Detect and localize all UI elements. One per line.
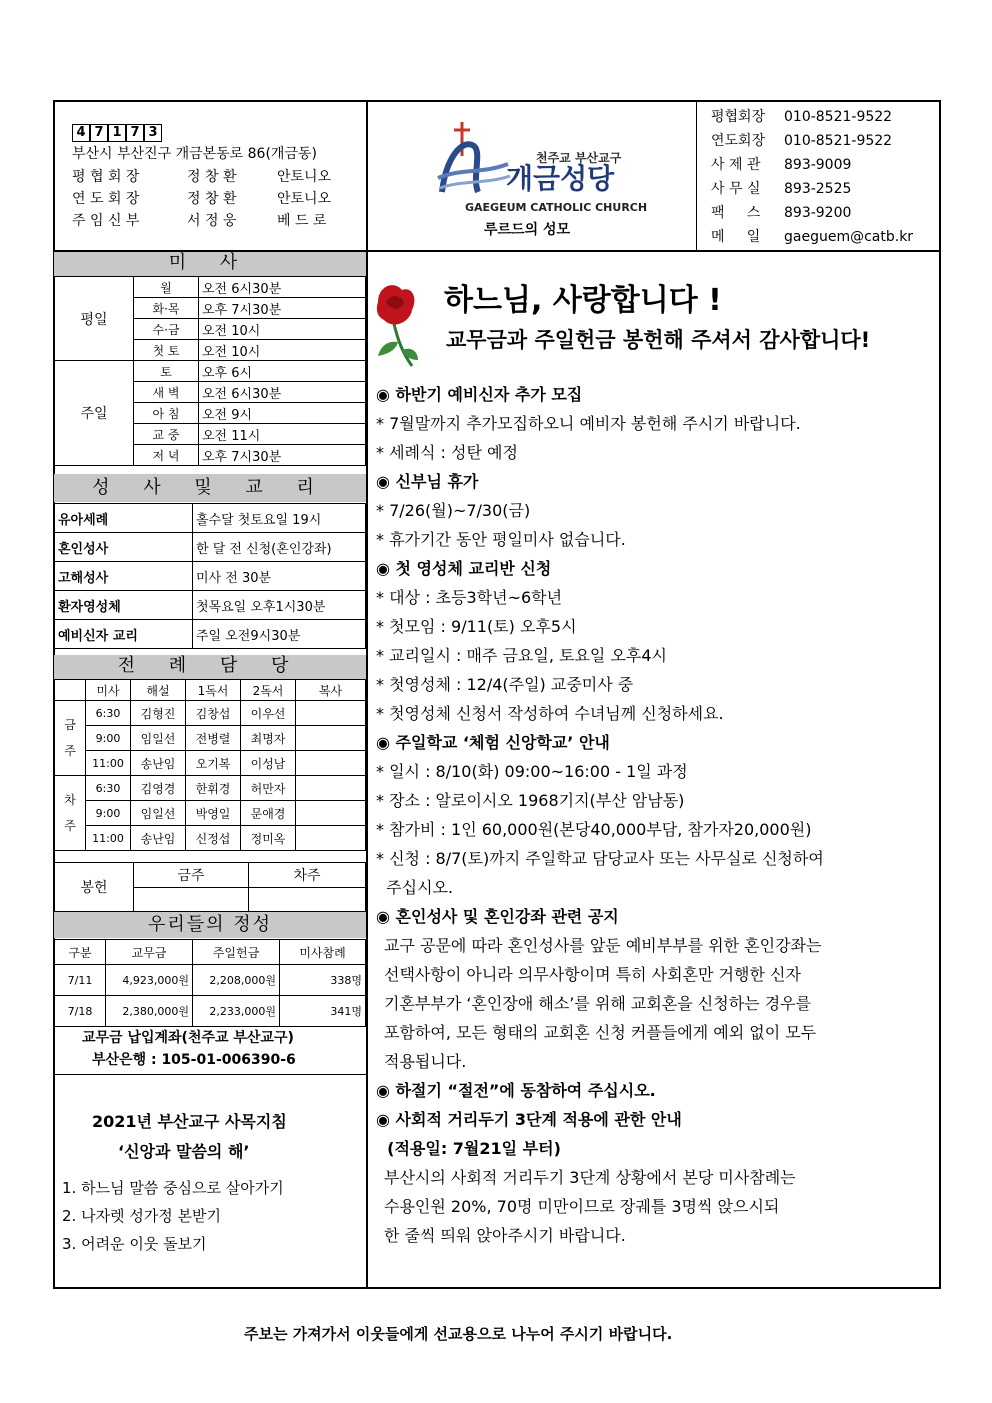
officer-list (72, 166, 362, 232)
notice-title: ◉ 신부님 휴가 (376, 472, 479, 491)
liturgy-cell (296, 776, 366, 801)
liturgy-section-title: 전 례 담 당 (54, 655, 366, 679)
notice-line: 적용됩니다. (384, 1052, 467, 1071)
liturgy-cell: 김창섭 (186, 701, 241, 726)
liturgy-header: 2독서 (241, 680, 296, 701)
account-title: 교무금 납입계좌(천주교 부산교구) (82, 1030, 294, 1046)
liturgy-cell: 이우선 (241, 701, 296, 726)
mass-section-title: 미 사 (54, 252, 366, 276)
contact-label: 평협회장 (711, 109, 766, 125)
mass-time: 오후 7시30분 (199, 298, 366, 319)
notice-line: 수용인원 20%, 70명 미만이므로 장궤틀 3명씩 앉으시되 (384, 1197, 780, 1216)
mass-time: 오후 6시 (199, 361, 366, 382)
liturgy-cell: 11:00 (86, 751, 131, 776)
officer-name: 정 창 환 (187, 191, 237, 207)
this-week-label: 금 주 (55, 701, 86, 776)
sacrament-name: 혼인성사 (55, 533, 193, 562)
notice-line: 주십시오. (376, 878, 454, 897)
mass-time: 오전 9시 (199, 403, 366, 424)
sacrament-name: 고해성사 (55, 562, 193, 591)
notice-line: 교구 공문에 따라 혼인성사를 앞둔 예비부부를 위한 혼인강좌는 (384, 936, 822, 955)
liturgy-cell (296, 801, 366, 826)
liturgy-header: 복사 (296, 680, 366, 701)
officer-role: 주 임 신 부 (72, 213, 140, 229)
contact-row (711, 129, 936, 153)
notice-line: 부산시의 사회적 거리두기 3단계 상황에서 본당 미사참례는 (384, 1168, 796, 1187)
offerings-header: 주일헌금 (193, 940, 280, 965)
offerings-cell: 338명 (280, 965, 366, 996)
offerings-cell: 7/18 (55, 996, 106, 1027)
contact-value: 010-8521-9522 (784, 109, 893, 125)
officer-role: 평 협 회 장 (72, 169, 140, 185)
offerings-header: 교무금 (106, 940, 193, 965)
notice-line: 기혼부부가 ‘혼인장애 해소’를 위해 교회혼을 신청하는 경우를 (384, 994, 812, 1013)
liturgy-cell: 박영일 (186, 801, 241, 826)
notice-line: 한 줄씩 띄워 앉아주시기 바랍니다. (384, 1226, 626, 1245)
officer-row (72, 166, 362, 188)
main-subline: 교무금과 주일헌금 봉헌해 주셔서 감사합니다! (446, 328, 871, 352)
postcode (72, 124, 162, 142)
notice-line: * 첫영성체 : 12/4(주일) 교중미사 중 (376, 675, 634, 694)
notice-line: * 참가비 : 1인 60,000원(본당40,000부담, 참가자20,000원) (376, 820, 812, 839)
liturgy-cell: 신정섭 (186, 826, 241, 851)
notice-list (376, 384, 936, 1247)
mass-day: 새 벽 (134, 382, 199, 403)
column-divider (366, 100, 368, 1289)
notice-line: (적용일: 7월21일 부터) (376, 1139, 561, 1158)
liturgy-cell (296, 701, 366, 726)
liturgy-cell: 오기복 (186, 751, 241, 776)
notice-title: ◉ 하반기 예비신자 추가 모집 (376, 385, 583, 404)
liturgy-header: 1독서 (186, 680, 241, 701)
sacrament-value: 홀수달 첫토요일 19시 (193, 504, 366, 533)
liturgy-cell (296, 826, 366, 851)
offerings-cell: 2,380,000원 (106, 996, 193, 1027)
mass-time: 오전 10시 (199, 340, 366, 361)
sacrament-name: 유아세례 (55, 504, 193, 533)
mass-day: 첫 토 (134, 340, 199, 361)
mass-day: 교 중 (134, 424, 199, 445)
officer-saint: 안토니오 (277, 169, 332, 185)
liturgy-cell: 한휘경 (186, 776, 241, 801)
notice-line: * 7월말까지 추가모집하오니 예비자 봉헌해 주시기 바랍니다. (376, 414, 801, 433)
pastoral-theme: ‘신앙과 말씀의 해’ (118, 1142, 250, 1161)
postcode-digit: 4 (72, 124, 90, 142)
sacrament-name: 예비신자 교리 (55, 620, 193, 649)
offerings-cell: 4,923,000원 (106, 965, 193, 996)
mass-time: 오전 6시30분 (199, 277, 366, 298)
sacrament-value: 한 달 전 신청(혼인강좌) (193, 533, 366, 562)
liturgy-cell: 송난임 (131, 826, 186, 851)
mass-day: 수·금 (134, 319, 199, 340)
contact-row (711, 153, 936, 177)
notice-line: * 세례식 : 성탄 예정 (376, 443, 518, 462)
rose-icon (372, 282, 422, 368)
postcode-digit: 1 (108, 124, 126, 142)
notice-line: * 장소 : 알로이시오 1968기지(부산 암남동) (376, 791, 685, 810)
liturgy-header: 해설 (131, 680, 186, 701)
offerings-cell: 2,233,000원 (193, 996, 280, 1027)
mass-day: 아 침 (134, 403, 199, 424)
logo-subtitle: 천주교 부산교구 (536, 151, 622, 165)
church-address: 부산시 부산진구 개금본동로 86(개금동) (72, 146, 317, 162)
next-week-label: 차 주 (55, 776, 86, 851)
sacrament-value: 미사 전 30분 (193, 562, 366, 591)
officer-name: 서 정 웅 (187, 213, 237, 229)
mass-time: 오전 6시30분 (199, 382, 366, 403)
liturgy-cell: 11:00 (86, 826, 131, 851)
mass-time: 오전 11시 (199, 424, 366, 445)
notice-line: * 교리일시 : 매주 금요일, 토요일 오후4시 (376, 646, 668, 665)
account-number: 부산은행 : 105-01-006390-6 (92, 1052, 296, 1068)
liturgy-cell: 송난임 (131, 751, 186, 776)
mass-day: 토 (134, 361, 199, 382)
logo-english-name: GAEGEUM CATHOLIC CHURCH (465, 201, 648, 214)
offerings-header: 구분 (55, 940, 106, 965)
notice-line: 포함하여, 모든 형태의 교회혼 신청 커플들에게 예외 없이 모두 (384, 1023, 817, 1042)
contact-row (711, 201, 936, 225)
notice-line: * 신청 : 8/7(토)까지 주일학교 담당교사 또는 사무실로 신청하여 (376, 849, 824, 868)
liturgy-cell: 전병렬 (186, 726, 241, 751)
contact-row (711, 225, 936, 249)
contact-label: 사 제 관 (711, 157, 761, 173)
footer-note: 주보는 가져가서 이웃들에게 선교용으로 나누어 주시기 바랍니다. (244, 1325, 673, 1343)
liturgy-cell: 9:00 (86, 801, 131, 826)
liturgy-corner (55, 680, 86, 701)
officer-row (72, 188, 362, 210)
liturgy-header: 미사 (86, 680, 131, 701)
notice-line: * 첫영성체 신청서 작성하여 수녀님께 신청하세요. (376, 704, 724, 723)
liturgy-cell: 정미옥 (241, 826, 296, 851)
offering-duty-cell (134, 887, 249, 912)
officer-saint: 안토니오 (277, 191, 332, 207)
offerings-cell: 341명 (280, 996, 366, 1027)
liturgy-cell: 문애경 (241, 801, 296, 826)
contact-label: 팩 스 (711, 205, 761, 221)
liturgy-cell (296, 726, 366, 751)
notice-title: ◉ 첫 영성체 교리반 신청 (376, 559, 552, 578)
contact-value: 893-2525 (784, 181, 852, 197)
offerings-cell: 7/11 (55, 965, 106, 996)
officer-saint: 베 드 로 (277, 213, 327, 229)
sacrament-value: 첫목요일 오후1시30분 (193, 591, 366, 620)
weekday-label: 평일 (55, 277, 134, 361)
offerings-table (54, 939, 366, 1027)
officer-role: 연 도 회 장 (72, 191, 140, 207)
contact-row (711, 105, 936, 129)
offering-duty-table (54, 862, 366, 912)
offering-duty-label: 봉헌 (55, 863, 134, 912)
liturgy-cell: 임일선 (131, 801, 186, 826)
postcode-digit: 3 (144, 124, 162, 142)
contact-divider (696, 100, 697, 250)
liturgy-cell: 6:30 (86, 776, 131, 801)
mass-schedule-table (54, 276, 366, 466)
logo-church-name: 개금성당 (506, 162, 615, 195)
sacrament-value: 주일 오전9시30분 (193, 620, 366, 649)
contact-row (711, 177, 936, 201)
liturgy-cell: 임일선 (131, 726, 186, 751)
sacrament-section-title: 성 사 및 교 리 (54, 474, 366, 502)
liturgy-cell: 이성남 (241, 751, 296, 776)
liturgy-cell (296, 751, 366, 776)
pastoral-title: 2021년 부산교구 사목지침 (92, 1112, 287, 1131)
mass-day: 화·목 (134, 298, 199, 319)
liturgy-cell: 허만자 (241, 776, 296, 801)
offerings-cell: 2,208,000원 (193, 965, 280, 996)
contact-value: 893-9009 (784, 157, 852, 173)
notice-line: * 대상 : 초등3학년~6학년 (376, 588, 563, 607)
officer-row (72, 210, 362, 232)
notice-line: 선택사항이 아니라 의무사항이며 특히 사회혼만 거행한 신자 (384, 965, 801, 984)
sacrament-table (54, 503, 366, 649)
notice-title: ◉ 하절기 “절전”에 동참하여 주십시오. (376, 1081, 656, 1100)
contact-label: 메 일 (711, 229, 761, 245)
liturgy-cell: 6:30 (86, 701, 131, 726)
notice-line: * 일시 : 8/10(화) 09:00~16:00 - 1일 과정 (376, 762, 688, 781)
notice-title: ◉ 사회적 거리두기 3단계 적용에 관한 안내 (376, 1110, 682, 1129)
pastoral-item: 3. 어려운 이웃 돌보기 (62, 1235, 207, 1253)
logo-caption: 루르드의 성모 (484, 222, 571, 238)
officer-name: 정 창 환 (187, 169, 237, 185)
notice-line: * 7/26(월)~7/30(금) (376, 501, 531, 520)
contact-list (711, 105, 936, 249)
contact-value: gaeguem@catb.kr (784, 229, 914, 245)
pastoral-item: 1. 하느님 말씀 중심으로 살아가기 (62, 1179, 284, 1197)
offerings-section-title: 우리들의 정성 (54, 912, 366, 938)
liturgy-cell: 9:00 (86, 726, 131, 751)
mass-time: 오전 10시 (199, 319, 366, 340)
notice-line: * 휴가기간 동안 평일미사 없습니다. (376, 530, 626, 549)
liturgy-cell: 김형진 (131, 701, 186, 726)
notice-line: * 첫모임 : 9/11(토) 오후5시 (376, 617, 577, 636)
offering-duty-header: 차주 (249, 863, 366, 888)
offering-duty-header: 금주 (134, 863, 249, 888)
pastoral-item: 2. 나자렛 성가정 본받기 (62, 1207, 222, 1225)
sunday-label: 주일 (55, 361, 134, 466)
offering-duty-cell (249, 887, 366, 912)
contact-label: 사 무 실 (711, 181, 761, 197)
liturgy-cell: 최명자 (241, 726, 296, 751)
notice-title: ◉ 주일학교 ‘체험 신앙학교’ 안내 (376, 733, 610, 752)
mass-day: 저 녁 (134, 445, 199, 466)
notice-title: ◉ 혼인성사 및 혼인강좌 관련 공지 (376, 907, 619, 926)
postcode-digit: 7 (90, 124, 108, 142)
mass-time: 오후 7시30분 (199, 445, 366, 466)
mass-day: 월 (134, 277, 199, 298)
sacrament-name: 환자영성체 (55, 591, 193, 620)
contact-label: 연도회장 (711, 133, 766, 149)
offerings-header: 미사참례 (280, 940, 366, 965)
contact-value: 010-8521-9522 (784, 133, 893, 149)
main-headline: 하느님, 사랑합니다 ! (444, 283, 722, 318)
liturgy-table (54, 679, 366, 851)
liturgy-cell: 김영경 (131, 776, 186, 801)
pastoral-divider (54, 1074, 366, 1075)
church-logo-icon (432, 118, 512, 198)
contact-value: 893-9200 (784, 205, 852, 221)
postcode-digit: 7 (126, 124, 144, 142)
